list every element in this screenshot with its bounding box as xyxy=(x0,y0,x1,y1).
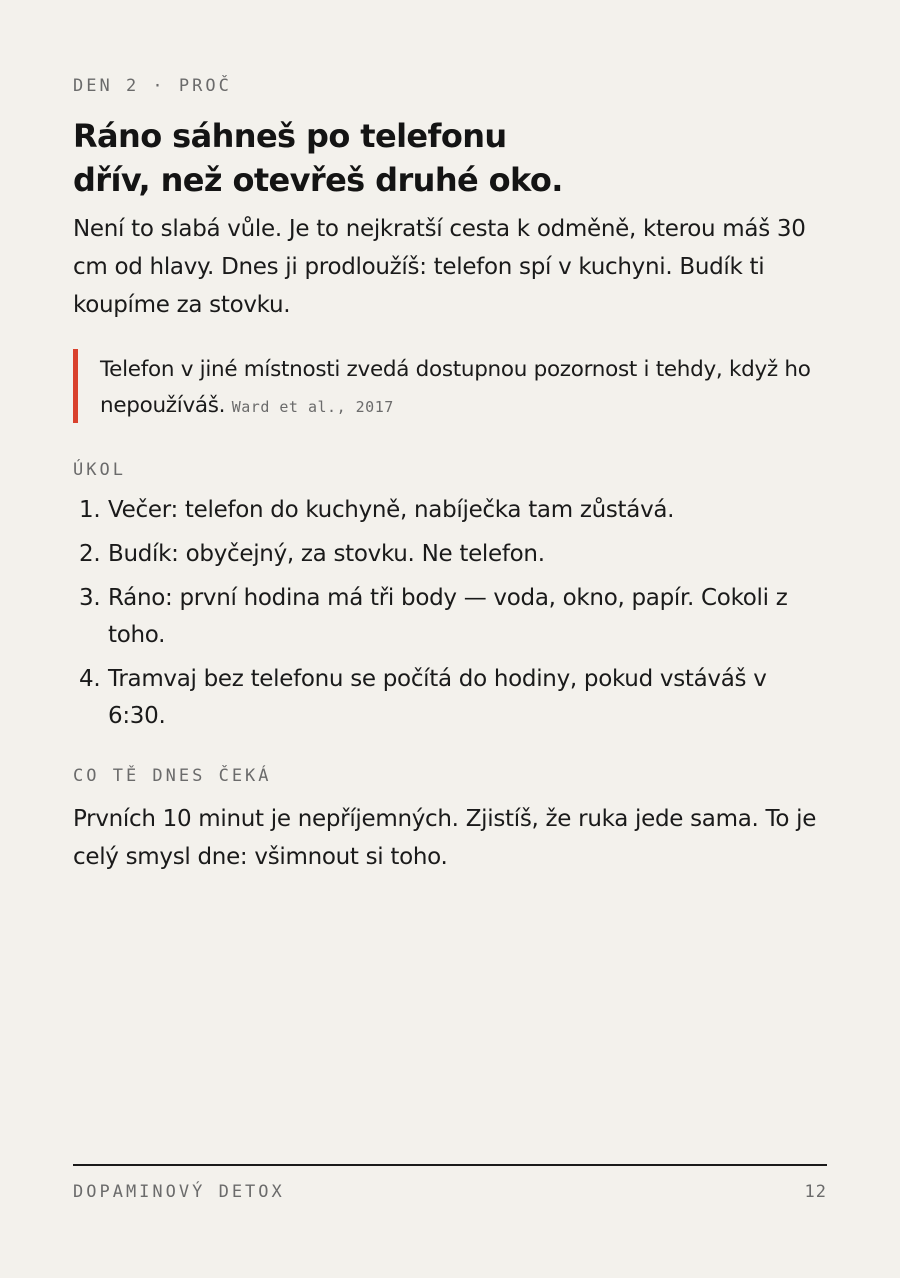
task-number: 1. xyxy=(79,497,101,523)
task-number: 3. xyxy=(79,585,101,611)
lead-paragraph: Není to slabá vůle. Je to nejkratší cesta k odměně, kterou máš 30 cm od hlavy. Dnes ji prodloužíš: telefon spí v kuchyni. Budík ti koupíme za stovku. xyxy=(73,216,806,318)
page-title xyxy=(73,114,563,202)
task-section-label: ÚKOL xyxy=(73,460,126,480)
task-item xyxy=(73,492,827,529)
task-item xyxy=(73,580,827,654)
task-text: Tramvaj bez telefonu se počítá do hodiny, pokud vstáváš v 6:30. xyxy=(108,666,767,729)
task-item xyxy=(73,536,827,573)
task-text: Budík: obyčejný, za stovku. Ne telefon. xyxy=(108,541,545,567)
footer-page-number: 12 xyxy=(804,1182,827,1202)
task-list xyxy=(73,492,827,742)
expect-section-label: CO TĚ DNES ČEKÁ xyxy=(73,766,272,786)
task-text: Ráno: první hodina má tři body — voda, okno, papír. Cokoli z toho. xyxy=(108,585,788,648)
quote-citation: Ward et al., 2017 xyxy=(231,398,394,416)
footer-divider xyxy=(73,1164,827,1166)
quote-text: Telefon v jiné místnosti zvedá dostupnou pozornost i tehdy, když ho nepoužíváš. xyxy=(100,357,811,418)
task-number: 2. xyxy=(79,541,101,567)
page-title-line-2: dřív, než otevřeš druhé oko. xyxy=(73,161,563,199)
task-text: Večer: telefon do kuchyně, nabíječka tam zůstává. xyxy=(108,497,675,523)
page-title-line-1: Ráno sáhneš po telefonu xyxy=(73,117,507,155)
footer-book-title: DOPAMINOVÝ DETOX xyxy=(73,1182,285,1202)
task-item xyxy=(73,661,827,735)
quote-body xyxy=(100,349,827,425)
expect-paragraph: Prvních 10 minut je nepříjemných. Zjistíš, že ruka jede sama. To je celý smysl dne: všimnout si toho. xyxy=(73,806,817,870)
section-eyebrow: DEN 2 · PROČ xyxy=(73,76,232,96)
task-number: 4. xyxy=(79,666,101,692)
page xyxy=(73,0,827,1278)
research-quote xyxy=(73,349,827,423)
